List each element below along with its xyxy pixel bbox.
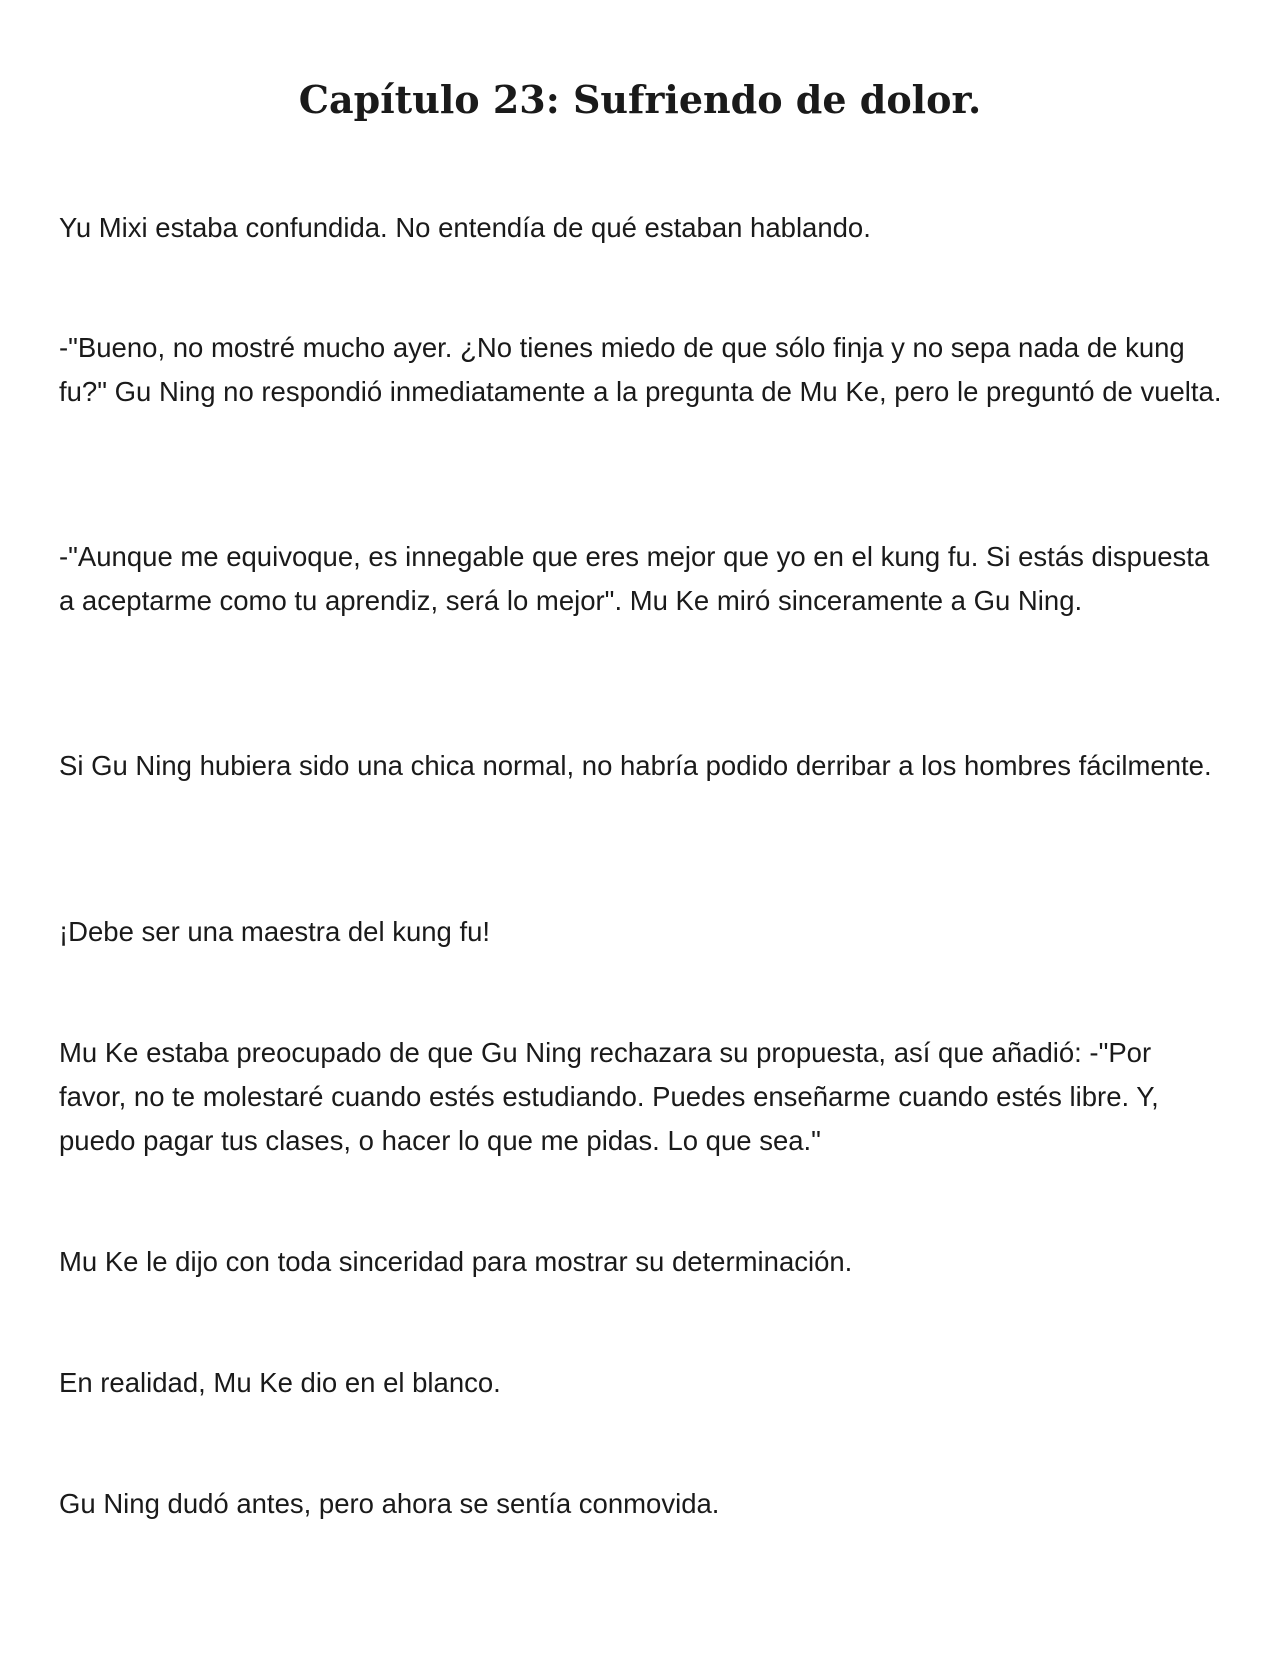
chapter-title: Capítulo 23: Sufriendo de dolor.: [298, 77, 982, 122]
paragraph: Gu Ning dudó antes, pero ahora se sentía conmovida.: [59, 1488, 720, 1519]
paragraph: Si Gu Ning hubiera sido una chica normal, no habría podido derribar a los hombres fácilmente.: [59, 750, 1212, 781]
paragraph: ¡Debe ser una maestra del kung fu!: [59, 916, 491, 947]
paragraph: Mu Ke estaba preocupado de que Gu Ning rechazara su propuesta, así que añadió: -"Por favor, no te molestaré cuando estés estudiando. Puedes enseñarme cuando estés libre. Y, puedo pagar tus clases, o hacer lo que me pidas. Lo que sea.": [59, 1037, 1159, 1156]
paragraph: -"Aunque me equivoque, es innegable que eres mejor que yo en el kung fu. Si estás dispuesta a aceptarme como tu aprendiz, será lo mejor". Mu Ke miró sinceramente a Gu Ning.: [59, 541, 1210, 616]
paragraph: -"Bueno, no mostré mucho ayer. ¿No tienes miedo de que sólo finja y no sepa nada de kung fu?" Gu Ning no respondió inmediatamente a la pregunta de Mu Ke, pero le preguntó de vuelta.: [59, 332, 1222, 407]
paragraph: Yu Mixi estaba confundida. No entendía de qué estaban hablando.: [59, 212, 871, 243]
paragraph: Mu Ke le dijo con toda sinceridad para mostrar su determinación.: [59, 1246, 853, 1277]
paragraph: En realidad, Mu Ke dio en el blanco.: [59, 1367, 501, 1398]
